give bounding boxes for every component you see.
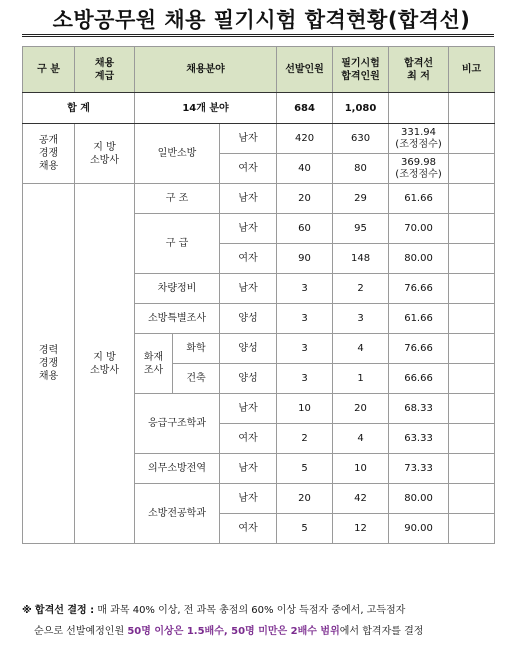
passed-cell: 10 bbox=[333, 454, 389, 484]
group-career-line3: 채용 bbox=[38, 371, 59, 382]
header-cutoff-line2: 최 저 bbox=[407, 70, 430, 82]
field-emergency-rescue-dept: 응급구조학과 bbox=[135, 394, 220, 454]
header-cutoff-line1: 합격선 bbox=[404, 57, 434, 69]
gender-cell: 양성 bbox=[220, 364, 277, 394]
total-cutoff bbox=[389, 93, 449, 124]
note-cell bbox=[449, 334, 495, 364]
field-general: 일반소방 bbox=[135, 124, 220, 184]
cutoff-cell: 76.66 bbox=[389, 334, 449, 364]
header-exam-line2: 합격인원 bbox=[341, 70, 380, 82]
header-field: 채용분야 bbox=[135, 47, 277, 93]
gender-cell: 남자 bbox=[220, 184, 277, 214]
passed-cell: 1 bbox=[333, 364, 389, 394]
selected-cell: 5 bbox=[277, 454, 333, 484]
note-cell bbox=[449, 454, 495, 484]
passed-cell: 4 bbox=[333, 424, 389, 454]
passed-cell: 148 bbox=[333, 244, 389, 274]
cutoff-cell bbox=[389, 124, 449, 154]
group-career-line2: 경쟁 bbox=[38, 358, 59, 369]
footnote-line1 bbox=[22, 600, 502, 621]
selected-cell: 90 bbox=[277, 244, 333, 274]
total-label: 합 계 bbox=[23, 93, 135, 124]
total-passed: 1,080 bbox=[333, 93, 389, 124]
footnote-text3: 에서 합격자를 결정 bbox=[339, 626, 424, 637]
page-title: 소방공무원 채용 필기시험 합격현황(합격선) bbox=[52, 8, 471, 32]
cutoff-note: (조정점수) bbox=[395, 168, 442, 180]
group-career-line1: 경력 bbox=[38, 345, 59, 356]
note-cell bbox=[449, 394, 495, 424]
note-cell bbox=[449, 514, 495, 544]
header-rank-line2: 계급 bbox=[94, 70, 115, 82]
cutoff-cell: 70.00 bbox=[389, 214, 449, 244]
selected-cell: 10 bbox=[277, 394, 333, 424]
cutoff-cell: 66.66 bbox=[389, 364, 449, 394]
cutoff-value: 331.94 bbox=[401, 126, 437, 138]
group-career bbox=[23, 184, 75, 544]
passed-cell: 12 bbox=[333, 514, 389, 544]
group-open-line3: 채용 bbox=[38, 161, 59, 172]
header-rank bbox=[75, 47, 135, 93]
header-cutoff bbox=[389, 47, 449, 93]
note-cell bbox=[449, 244, 495, 274]
footnote-line2 bbox=[22, 621, 502, 642]
footnote-text2: 순으로 선발예정인원 bbox=[34, 626, 128, 637]
field-fire-investigation-line2: 조사 bbox=[143, 364, 164, 376]
table-row bbox=[23, 184, 495, 214]
header-selected: 선발인원 bbox=[277, 47, 333, 93]
note-cell bbox=[449, 274, 495, 304]
passed-cell: 42 bbox=[333, 484, 389, 514]
footnote-text1: 매 과목 40% 이상, 전 과목 총점의 60% 이상 득점자 중에서, 고득점자 bbox=[94, 605, 406, 616]
field-vehicle: 차량정비 bbox=[135, 274, 220, 304]
field-fire-investigation bbox=[135, 334, 173, 394]
field-fire-investigation-line1: 화재 bbox=[143, 351, 164, 363]
total-row bbox=[23, 93, 495, 124]
note-cell bbox=[449, 364, 495, 394]
selected-cell: 3 bbox=[277, 274, 333, 304]
selected-cell: 20 bbox=[277, 484, 333, 514]
footnote bbox=[22, 600, 502, 642]
rank-open-line1: 지 방 bbox=[93, 141, 116, 153]
note-cell bbox=[449, 304, 495, 334]
passed-cell: 4 bbox=[333, 334, 389, 364]
field-rescue: 구 조 bbox=[135, 184, 220, 214]
gender-cell: 남자 bbox=[220, 124, 277, 154]
cutoff-cell bbox=[389, 154, 449, 184]
field-fire-dept: 소방전공학과 bbox=[135, 484, 220, 544]
results-table bbox=[22, 46, 495, 544]
group-open-line1: 공개 bbox=[38, 135, 59, 146]
passed-cell: 80 bbox=[333, 154, 389, 184]
gender-cell: 여자 bbox=[220, 154, 277, 184]
note-cell bbox=[449, 154, 495, 184]
footnote-highlight: 50명 이상은 1.5배수, 50명 미만은 2배수 범위 bbox=[127, 626, 340, 637]
header-category: 구 분 bbox=[23, 47, 75, 93]
table-row bbox=[23, 124, 495, 154]
cutoff-cell: 90.00 bbox=[389, 514, 449, 544]
rank-career-line2: 소방사 bbox=[90, 364, 119, 376]
cutoff-cell: 76.66 bbox=[389, 274, 449, 304]
cutoff-note: (조정점수) bbox=[395, 138, 442, 150]
passed-cell: 29 bbox=[333, 184, 389, 214]
passed-cell: 20 bbox=[333, 394, 389, 424]
title-underline bbox=[22, 34, 494, 37]
passed-cell: 630 bbox=[333, 124, 389, 154]
note-cell bbox=[449, 484, 495, 514]
gender-cell: 남자 bbox=[220, 394, 277, 424]
selected-cell: 2 bbox=[277, 424, 333, 454]
cutoff-cell: 63.33 bbox=[389, 424, 449, 454]
rank-open bbox=[75, 124, 135, 184]
group-open bbox=[23, 124, 75, 184]
header-rank-line1: 채용 bbox=[94, 57, 115, 69]
total-note bbox=[449, 93, 495, 124]
gender-cell: 양성 bbox=[220, 334, 277, 364]
selected-cell: 60 bbox=[277, 214, 333, 244]
note-cell bbox=[449, 424, 495, 454]
gender-cell: 남자 bbox=[220, 214, 277, 244]
group-open-line2: 경쟁 bbox=[38, 148, 59, 159]
gender-cell: 여자 bbox=[220, 514, 277, 544]
passed-cell: 95 bbox=[333, 214, 389, 244]
note-cell bbox=[449, 184, 495, 214]
gender-cell: 남자 bbox=[220, 454, 277, 484]
total-fields: 14개 분야 bbox=[135, 93, 277, 124]
gender-cell: 여자 bbox=[220, 424, 277, 454]
passed-cell: 2 bbox=[333, 274, 389, 304]
total-selected: 684 bbox=[277, 93, 333, 124]
selected-cell: 40 bbox=[277, 154, 333, 184]
cutoff-cell: 61.66 bbox=[389, 304, 449, 334]
rank-career bbox=[75, 184, 135, 544]
selected-cell: 20 bbox=[277, 184, 333, 214]
gender-cell: 남자 bbox=[220, 274, 277, 304]
rank-open-line2: 소방사 bbox=[90, 154, 119, 166]
footnote-label: 합격선 결정 : bbox=[34, 605, 95, 616]
gender-cell: 남자 bbox=[220, 484, 277, 514]
selected-cell: 5 bbox=[277, 514, 333, 544]
header-row bbox=[23, 47, 495, 93]
selected-cell: 3 bbox=[277, 304, 333, 334]
note-cell bbox=[449, 124, 495, 154]
footnote-marker: ※ bbox=[22, 605, 32, 616]
field-ems: 구 급 bbox=[135, 214, 220, 274]
field-conscripted: 의무소방전역 bbox=[135, 454, 220, 484]
cutoff-value: 369.98 bbox=[401, 156, 437, 168]
rank-career-line1: 지 방 bbox=[93, 351, 116, 363]
cutoff-cell: 68.33 bbox=[389, 394, 449, 424]
header-exam-line1: 필기시험 bbox=[341, 57, 380, 69]
selected-cell: 3 bbox=[277, 334, 333, 364]
cutoff-cell: 80.00 bbox=[389, 484, 449, 514]
passed-cell: 3 bbox=[333, 304, 389, 334]
cutoff-cell: 80.00 bbox=[389, 244, 449, 274]
selected-cell: 420 bbox=[277, 124, 333, 154]
selected-cell: 3 bbox=[277, 364, 333, 394]
field-special-investigation: 소방특별조사 bbox=[135, 304, 220, 334]
cutoff-cell: 61.66 bbox=[389, 184, 449, 214]
gender-cell: 여자 bbox=[220, 244, 277, 274]
cutoff-cell: 73.33 bbox=[389, 454, 449, 484]
header-exam bbox=[333, 47, 389, 93]
gender-cell: 양성 bbox=[220, 304, 277, 334]
header-note: 비고 bbox=[449, 47, 495, 93]
note-cell bbox=[449, 214, 495, 244]
field-architecture: 건축 bbox=[173, 364, 220, 394]
field-chemistry: 화학 bbox=[173, 334, 220, 364]
